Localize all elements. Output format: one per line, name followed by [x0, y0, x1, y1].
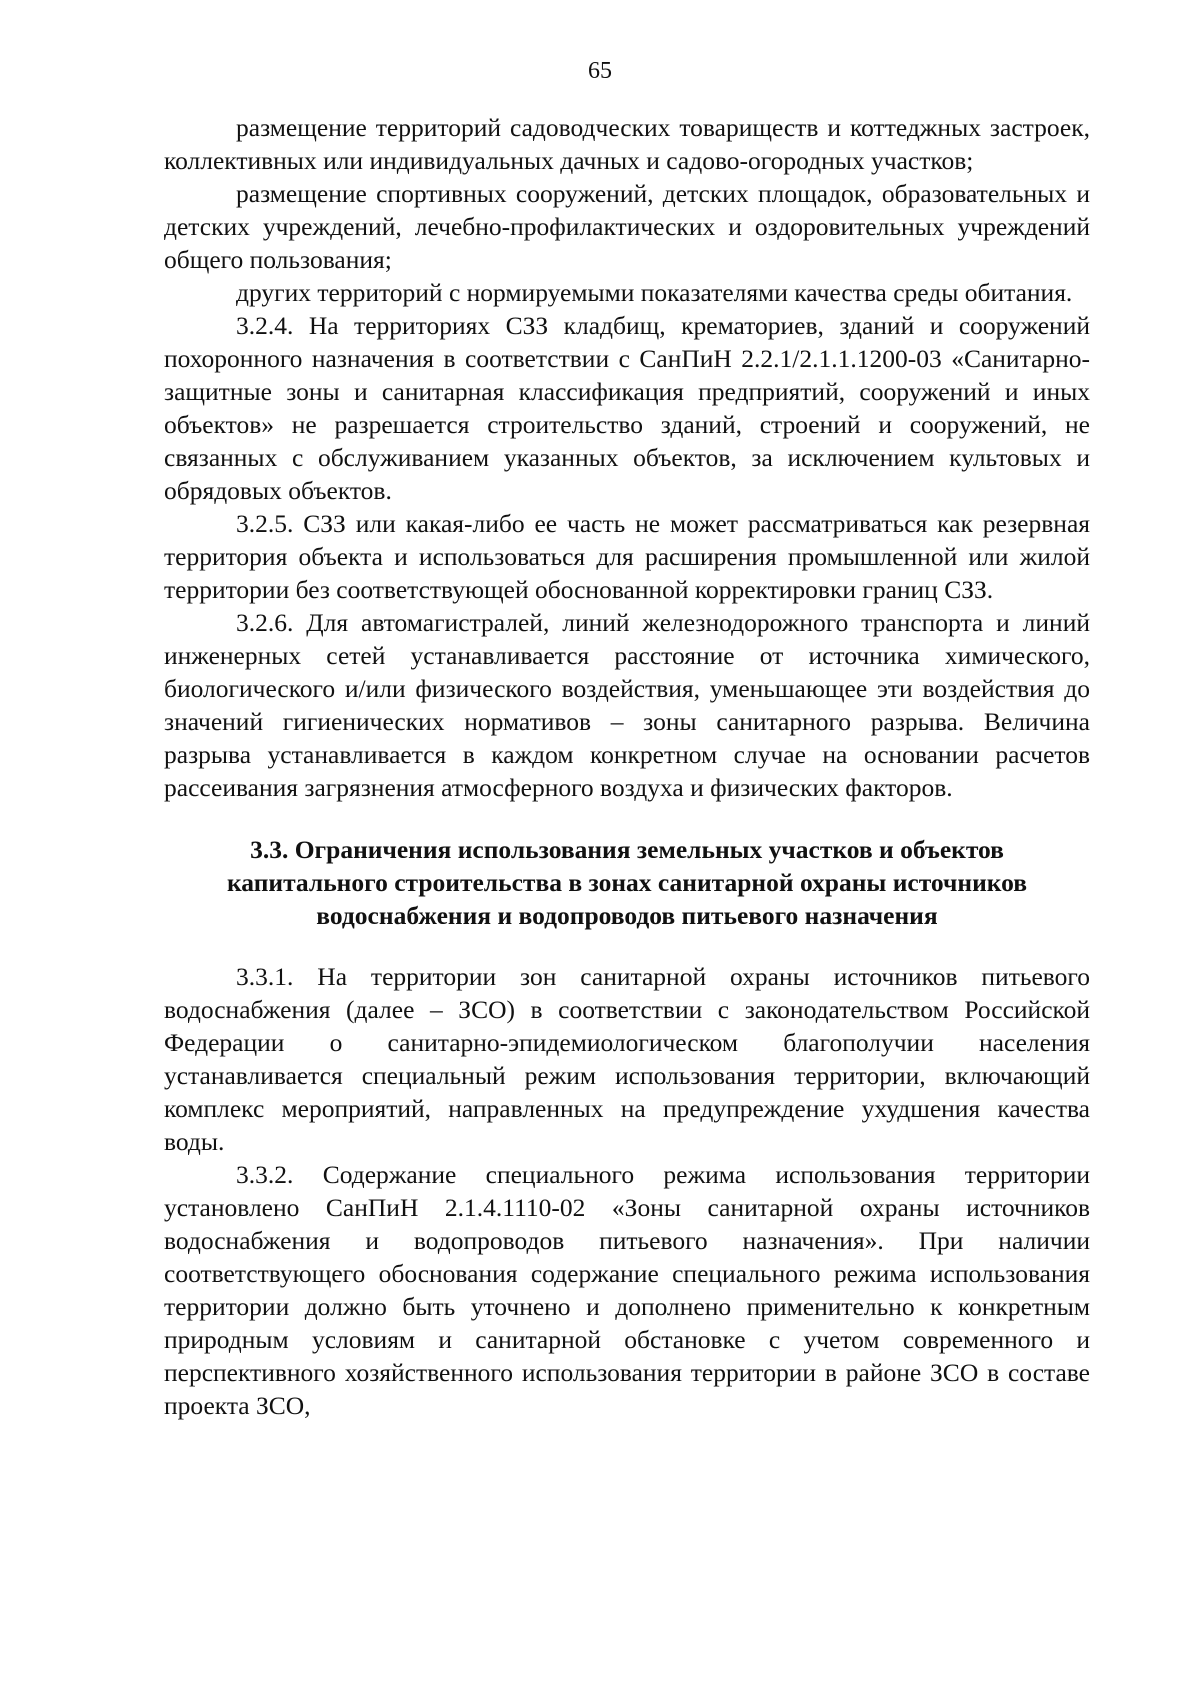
paragraph-3-2-6: 3.2.6. Для автомагистралей, линий железнодорожного транспорта и линий инженерных сетей устанавливается расстояние от источника химического, биологического и/или физического воздействия, уменьшающее эти воздействия до значений гигиенических нормативов – зоны санитарного разрыва. Величина разрыва устанавливается в каждом конкретном случае на основании расчетов рассеивания загрязнения атмосферного воздуха и физических факторов. — [164, 608, 1090, 802]
document-body — [164, 111, 1090, 1422]
paragraph-other-territories: других территорий с нормируемыми показателями качества среды обитания. — [236, 278, 1073, 307]
paragraph-3-3-1: 3.3.1. На территории зон санитарной охраны источников питьевого водоснабжения (далее – ЗСО) в соответствии с законодательством Российской Федерации о санитарно-эпидемиологическом благополучии населения устанавливается специальный режим использования территории, включающий комплекс мероприятий, направленных на предупреждение ухудшения качества воды. — [164, 962, 1090, 1156]
paragraph-3-2-5: 3.2.5. СЗЗ или какая-либо ее часть не может рассматриваться как резервная территория объекта и использоваться для расширения промышленной или жилой территории без соответствующей обоснованной корректировки границ СЗЗ. — [164, 509, 1090, 604]
section-heading-3-3: 3.3. Ограничения использования земельных участков и объектов капитального строительства в зонах санитарной охраны источников водоснабжения и водопроводов питьевого назначения — [226, 835, 1028, 930]
paragraph-3-3-2: 3.3.2. Содержание специального режима использования территории установлено СанПиН 2.1.4.1110-02 «Зоны санитарной охраны источников водоснабжения и водопроводов питьевого назначения». При наличии соответствующего обоснования содержание специального режима использования территории должно быть уточнено и дополнено применительно к конкретным природным условиям и санитарной обстановке с учетом современного и перспективного хозяйственного использования территории в районе ЗСО в составе проекта ЗСО, — [164, 1160, 1090, 1420]
paragraph-gardening-territories: размещение территорий садоводческих товариществ и коттеджных застроек, коллективных или индивидуальных дачных и садово-огородных участков; — [164, 113, 1090, 175]
page-number: 65 — [588, 58, 612, 84]
paragraph-sports-facilities: размещение спортивных сооружений, детских площадок, образовательных и детских учреждений, лечебно-профилактических и оздоровительных учреждений общего пользования; — [164, 179, 1090, 274]
paragraph-3-2-4: 3.2.4. На территориях СЗЗ кладбищ, крематориев, зданий и сооружений похоронного назначения в соответствии с СанПиН 2.2.1/2.1.1.1200-03 «Санитарно-защитные зоны и санитарная классификация предприятий, сооружений и иных объектов» не разрешается строительство зданий, строений и сооружений, не связанных с обслуживанием указанных объектов, за исключением культовых и обрядовых объектов. — [164, 311, 1090, 505]
